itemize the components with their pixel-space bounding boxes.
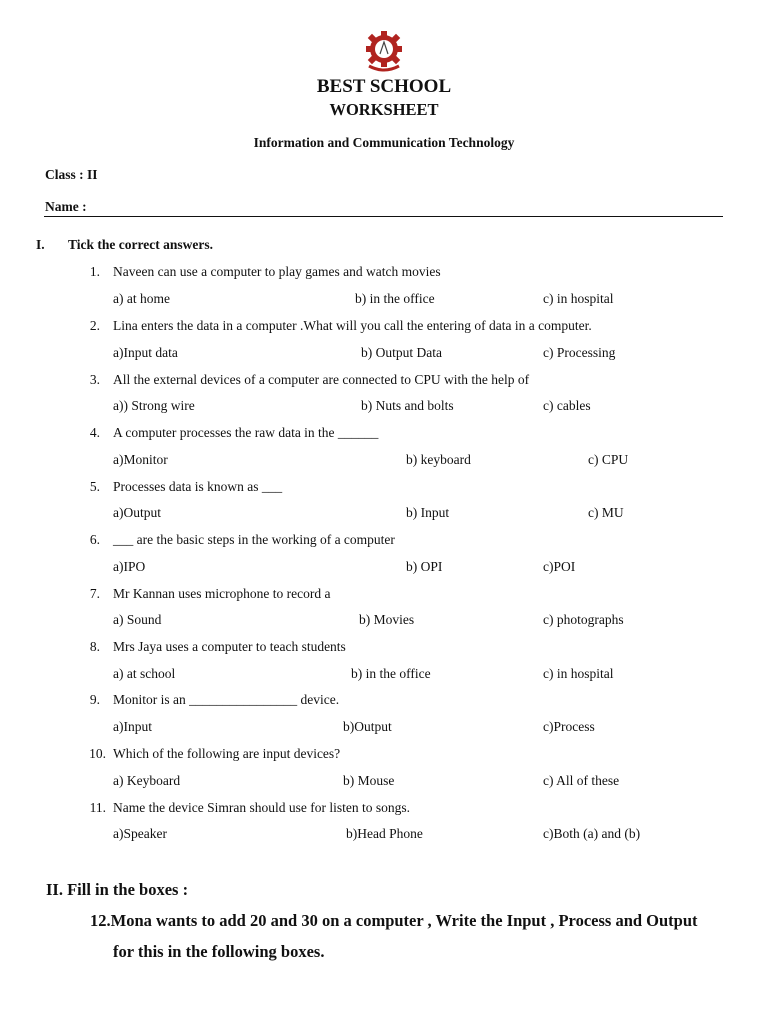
option-b: b) keyboard: [406, 452, 471, 467]
question-text: Processes data is known as ___: [113, 479, 283, 494]
option-b: b) Nuts and bolts: [361, 398, 454, 413]
question-text: All the external devices of a computer are connected to CPU with the help of: [113, 372, 530, 387]
option-b: b)Output: [343, 719, 392, 734]
question-text: Monitor is an ________________ device.: [113, 692, 340, 707]
option-a: a)) Strong wire: [113, 398, 195, 413]
question-number: 9.: [89, 692, 100, 707]
option-a: a) Keyboard: [113, 773, 181, 788]
question-12-line-2: for this in the following boxes.: [113, 942, 325, 961]
question-number: 10.: [89, 746, 106, 761]
school-logo: [361, 28, 407, 74]
section1-numeral: I.: [36, 237, 45, 252]
document-type: WORKSHEET: [329, 100, 439, 119]
option-c: c) All of these: [543, 773, 620, 788]
option-c: c) in hospital: [543, 666, 614, 681]
question-text: Mr Kannan uses microphone to record a: [113, 586, 331, 601]
question-text: Mrs Jaya uses a computer to teach students: [113, 639, 346, 654]
section2-title: II. Fill in the boxes :: [46, 880, 189, 899]
option-a: a)Speaker: [113, 826, 167, 841]
option-b: b) Movies: [359, 612, 415, 627]
question-text: Lina enters the data in a computer .What will you call the entering of data in a computer.: [113, 318, 592, 333]
option-b: b) in the office: [355, 291, 435, 306]
name-underline: [44, 216, 723, 217]
option-c: c) Processing: [543, 345, 616, 360]
option-b: b) OPI: [406, 559, 443, 574]
question-number: 2.: [89, 318, 100, 333]
option-b: b)Head Phone: [346, 826, 423, 841]
section1-title: Tick the correct answers.: [68, 237, 213, 252]
option-c: c)Both (a) and (b): [543, 826, 641, 841]
option-c: c) in hospital: [543, 291, 614, 306]
question-text: A computer processes the raw data in the ______: [113, 425, 379, 440]
option-a: a)Output: [113, 505, 161, 520]
option-c: c) cables: [543, 398, 591, 413]
question-number: 8.: [89, 639, 100, 654]
option-b: b) Mouse: [343, 773, 395, 788]
option-c: c)POI: [543, 559, 576, 574]
school-name: BEST SCHOOL: [316, 76, 452, 97]
question-number: 3.: [89, 372, 100, 387]
subject-title: Information and Communication Technology: [253, 135, 515, 150]
question-number: 11.: [89, 800, 106, 815]
question-number: 6.: [89, 532, 100, 547]
option-c: c)Process: [543, 719, 595, 734]
question-text: Naveen can use a computer to play games and watch movies: [113, 264, 441, 279]
question-number: 7.: [89, 586, 100, 601]
question-number: 4.: [89, 425, 100, 440]
question-number: 5.: [89, 479, 100, 494]
question-text: Which of the following are input devices?: [113, 746, 341, 761]
option-c: c) photographs: [543, 612, 624, 627]
option-a: a)Monitor: [113, 452, 168, 467]
question-text: ___ are the basic steps in the working of a computer: [113, 532, 395, 547]
option-a: a) at school: [113, 666, 176, 681]
option-a: a) at home: [113, 291, 170, 306]
class-label: Class : II: [45, 167, 98, 182]
question-12-line-1: 12.Mona wants to add 20 and 30 on a computer , Write the Input , Process and Output: [90, 911, 698, 930]
option-a: a) Sound: [113, 612, 162, 627]
option-b: b) in the office: [351, 666, 431, 681]
option-a: a)Input: [113, 719, 152, 734]
option-c: c) CPU: [588, 452, 629, 467]
option-a: a)IPO: [113, 559, 146, 574]
option-b: b) Output Data: [361, 345, 442, 360]
question-text: Name the device Simran should use for listen to songs.: [113, 800, 410, 815]
option-b: b) Input: [406, 505, 450, 520]
option-a: a)Input data: [113, 345, 178, 360]
option-c: c) MU: [588, 505, 624, 520]
name-label: Name :: [45, 199, 87, 214]
question-number: 1.: [89, 264, 100, 279]
